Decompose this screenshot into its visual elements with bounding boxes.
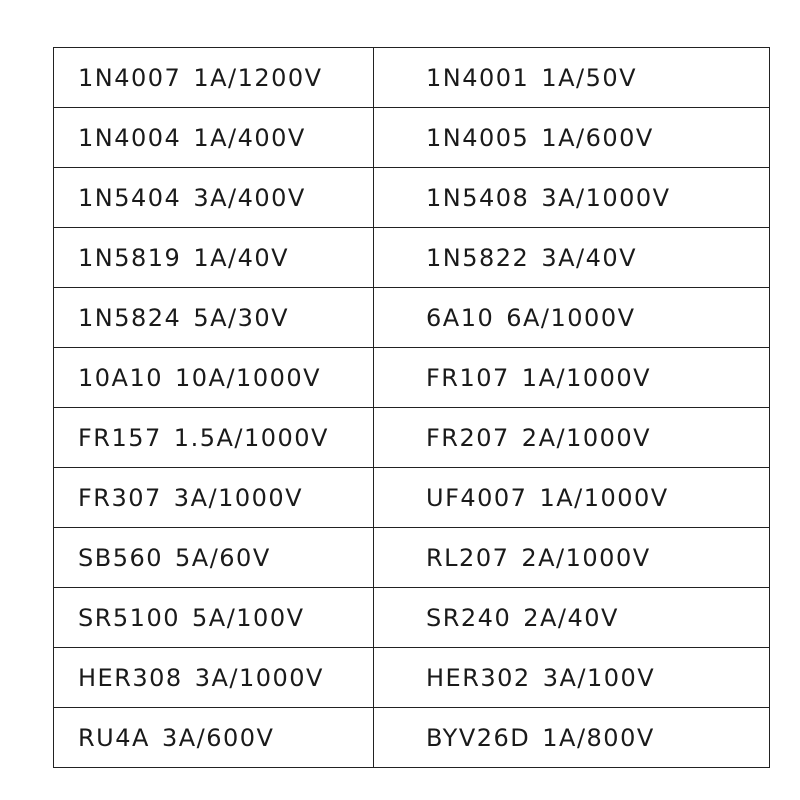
part-number: 1N5824 [78, 303, 182, 332]
rating: 3A/1000V [173, 483, 304, 512]
table-row [54, 408, 770, 468]
rating: 5A/60V [175, 543, 271, 572]
table-cell [374, 108, 770, 168]
table-cell [374, 708, 770, 768]
table-body [54, 48, 770, 768]
part-number: 1N5404 [78, 183, 182, 212]
rating: 1A/400V [193, 123, 306, 152]
table-cell [54, 708, 374, 768]
table-row [54, 228, 770, 288]
table-row [54, 48, 770, 108]
rating: 2A/1000V [521, 543, 651, 572]
table-row [54, 288, 770, 348]
part-number: UF4007 [426, 483, 528, 512]
rating: 1.5A/1000V [173, 423, 329, 452]
table-cell [374, 468, 770, 528]
rating: 3A/40V [541, 243, 638, 272]
rating: 3A/1000V [194, 663, 324, 692]
table-cell [54, 408, 374, 468]
table-row [54, 648, 770, 708]
table-row [54, 348, 770, 408]
rating: 5A/100V [192, 603, 305, 632]
table-cell [54, 108, 374, 168]
part-number: 1N4005 [426, 123, 530, 152]
part-number: HER308 [78, 663, 183, 692]
part-number: BYV26D [426, 723, 531, 752]
rating: 3A/600V [161, 723, 275, 752]
table-cell [374, 288, 770, 348]
table-row [54, 708, 770, 768]
table-cell [374, 528, 770, 588]
part-number: 1N4004 [78, 123, 182, 152]
table-row [54, 468, 770, 528]
table-cell [374, 228, 770, 288]
diode-spec-table [53, 47, 770, 768]
part-number: FR107 [426, 363, 510, 392]
rating: 1A/800V [542, 723, 655, 752]
rating: 3A/1000V [541, 183, 671, 212]
table-cell [54, 228, 374, 288]
table-cell [374, 348, 770, 408]
table-cell [54, 468, 374, 528]
rating: 6A/1000V [506, 303, 636, 332]
table-cell [54, 528, 374, 588]
rating: 1A/1000V [521, 363, 652, 392]
rating: 1A/1000V [539, 483, 669, 512]
table-cell [374, 408, 770, 468]
table-cell [54, 288, 374, 348]
table-row [54, 528, 770, 588]
part-number: 1N4001 [426, 63, 530, 92]
part-number: 10A10 [78, 363, 163, 392]
table-cell [54, 648, 374, 708]
table-cell [374, 648, 770, 708]
table-row [54, 108, 770, 168]
rating: 1A/600V [541, 123, 654, 152]
part-number: 1N5822 [426, 243, 530, 272]
part-number: HER302 [426, 663, 531, 692]
part-number: RL207 [426, 543, 510, 572]
rating: 5A/30V [193, 303, 290, 332]
table-cell [54, 348, 374, 408]
part-number: SR5100 [78, 603, 180, 632]
part-number: FR157 [78, 423, 162, 452]
part-number: FR207 [426, 423, 510, 452]
table-row [54, 168, 770, 228]
table-cell [374, 588, 770, 648]
part-number: 1N4007 [78, 63, 182, 92]
table-cell [54, 48, 374, 108]
rating: 3A/400V [193, 183, 306, 212]
table-cell [54, 168, 374, 228]
rating: 1A/40V [193, 243, 290, 272]
part-number: 1N5408 [426, 183, 530, 212]
part-number: SB560 [78, 543, 164, 572]
rating: 10A/1000V [175, 363, 322, 392]
table-cell [54, 588, 374, 648]
table-cell [374, 48, 770, 108]
rating: 1A/1200V [193, 63, 323, 92]
rating: 3A/100V [542, 663, 656, 692]
part-number: 1N5819 [78, 243, 182, 272]
table-row [54, 588, 770, 648]
part-number: 6A10 [426, 303, 495, 332]
rating: 2A/1000V [521, 423, 652, 452]
table-cell [374, 168, 770, 228]
part-number: SR240 [426, 603, 512, 632]
rating: 2A/40V [523, 603, 619, 632]
part-number: FR307 [78, 483, 162, 512]
part-number: RU4A [78, 723, 150, 752]
rating: 1A/50V [541, 63, 638, 92]
